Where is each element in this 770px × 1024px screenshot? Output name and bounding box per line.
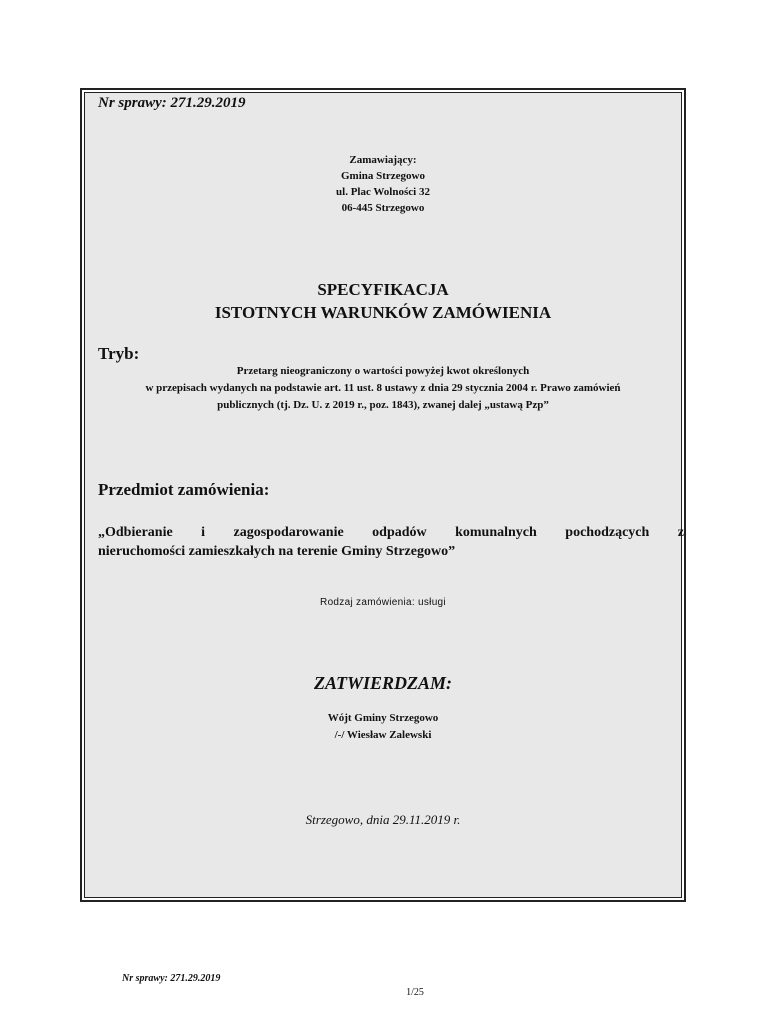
buyer-block xyxy=(84,152,682,216)
signer-name: /-/ Wiesław Zalewski xyxy=(334,729,432,741)
subject-word: z xyxy=(677,525,684,540)
buyer-name: Gmina Strzegowo xyxy=(340,170,425,182)
subject-word: zagospodarowanie xyxy=(233,525,344,540)
title-line-2: ISTOTNYCH WARUNKÓW ZAMÓWIENIA xyxy=(214,303,552,322)
page-number: 1/25 xyxy=(406,987,424,998)
mode-description xyxy=(84,363,682,414)
case-number: Nr sprawy: 271.29.2019 xyxy=(98,95,246,111)
footer-case-number: Nr sprawy: 271.29.2019 xyxy=(122,973,221,984)
document-title xyxy=(84,278,682,324)
subject-line-1 xyxy=(98,525,684,541)
subject-word: pochodzących xyxy=(565,525,650,540)
mode-heading: Tryb: xyxy=(98,344,140,363)
signer-title: Wójt Gminy Strzegowo xyxy=(327,712,439,724)
mode-line-3: publicznych (tj. Dz. U. z 2019 r., poz. 1843), zwanej dalej „ustawą Pzp” xyxy=(217,399,549,411)
buyer-city: 06-445 Strzegowo xyxy=(341,202,425,214)
order-type: Rodzaj zamówienia: usługi xyxy=(320,597,446,608)
subject-word: „Odbieranie xyxy=(98,525,173,540)
approval-heading: ZATWIERDZAM: xyxy=(313,673,453,693)
subject-word: komunalnych xyxy=(455,525,537,540)
subject-line-2: nieruchomości zamieszkałych na terenie Gminy Strzegowo” xyxy=(98,544,456,559)
subject-word: odpadów xyxy=(372,525,427,540)
mode-line-1: Przetarg nieograniczony o wartości powyżej kwot określonych xyxy=(236,365,530,377)
buyer-label: Zamawiający: xyxy=(349,154,417,166)
mode-line-2: w przepisach wydanych na podstawie art. 11 ust. 8 ustawy z dnia 29 stycznia 2004 r. Prawo zamówień xyxy=(145,382,621,394)
subject-word: i xyxy=(201,525,206,540)
signer-block xyxy=(84,710,682,744)
buyer-street: ul. Plac Wolności 32 xyxy=(336,186,430,198)
place-and-date: Strzegowo, dnia 29.11.2019 r. xyxy=(305,812,461,827)
subject-heading: Przedmiot zamówienia: xyxy=(98,480,270,499)
title-line-1: SPECYFIKACJA xyxy=(317,280,449,299)
